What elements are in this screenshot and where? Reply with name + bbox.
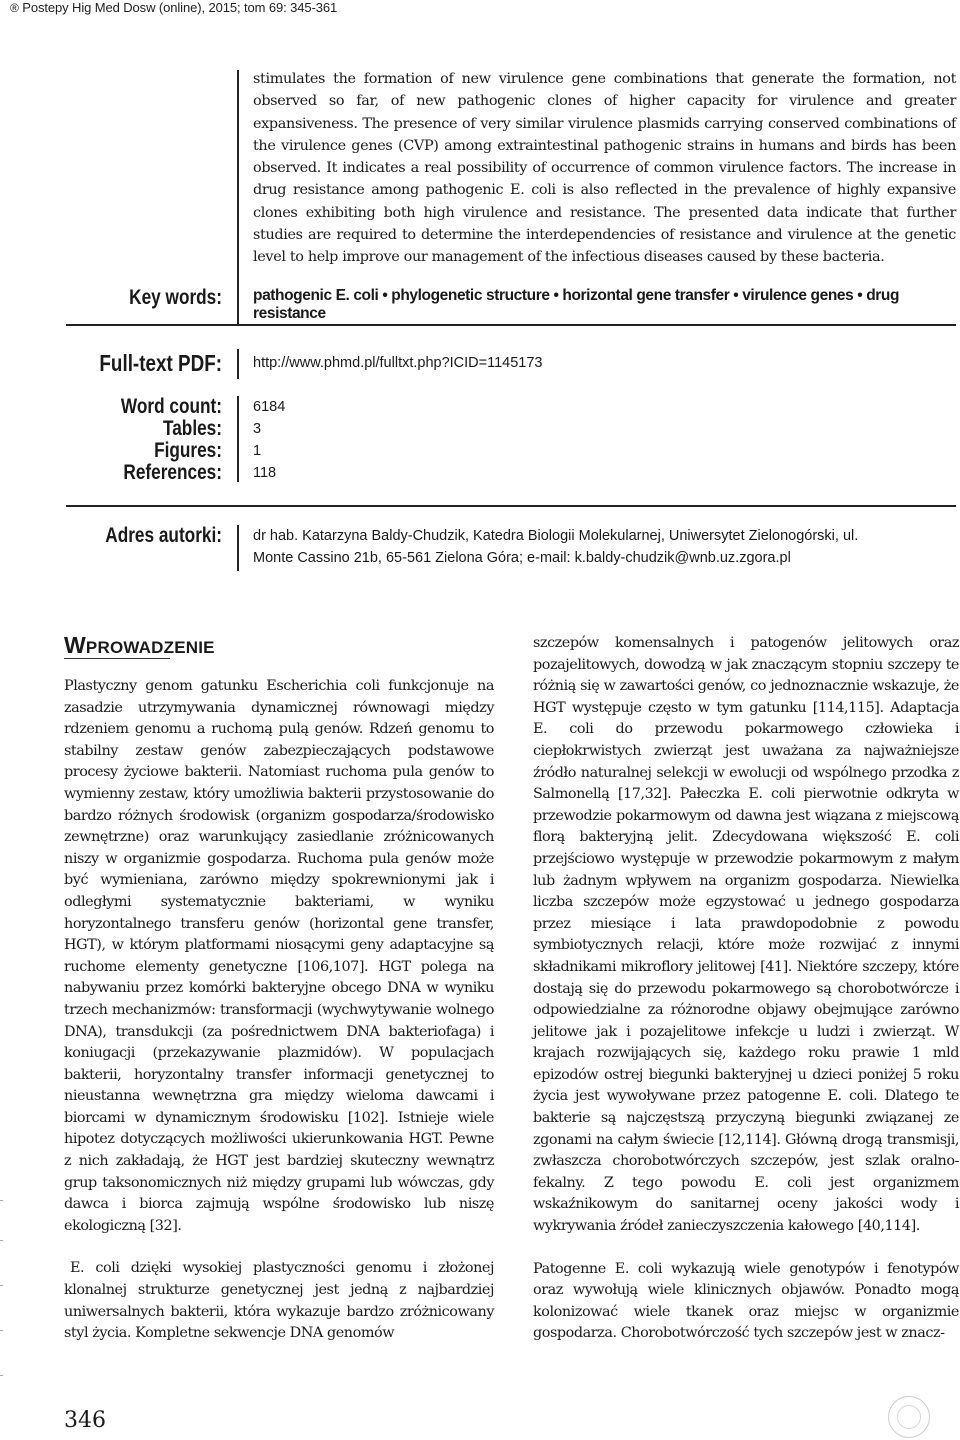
section-heading-initial: W xyxy=(64,632,86,658)
meta-divider-address xyxy=(237,525,239,571)
fulltext-link[interactable]: http://www.phmd.pl/fulltxt.php?ICID=1145173 xyxy=(253,355,543,371)
section-heading-rule xyxy=(64,658,170,659)
fulltext-label: Full-text PDF: xyxy=(99,350,222,376)
references-label: References: xyxy=(123,461,222,484)
counts-underline xyxy=(66,505,956,507)
address-label: Adres autorki: xyxy=(105,524,222,547)
section-heading xyxy=(64,632,215,659)
figures-label: Figures: xyxy=(154,439,222,462)
meta-divider-top xyxy=(237,70,239,325)
keywords-value: pathogenic E. coli • phylogenetic structure • horizontal gene transfer • virulence genes • drug resistance xyxy=(253,287,900,322)
tables-label: Tables: xyxy=(162,417,222,440)
abstract-text: stimulates the formation of new virulence gene combinations that generate the formation, not observed so far, of new pathogenic clones of higher capacity for virulence and greater expansiveness. The presence of very similar virulence plasmids carrying conserved combinations of the virulence genes (CVP) among extraintestinal pathogenic strains in humans and birds has been observed. It indicates a real possibility of occurrence of common virulence factors. The increase in drug resistance among pathogenic E. coli is also reflected in the prevalence of highly expansive clones exhibiting both high virulence and resistance. The presented data indicate that further studies are required to determine the interdependencies of resistance and virulence at the genetic level to help improve our management of the infectious diseases caused by these bacteria. xyxy=(253,71,956,266)
right-paragraph-2: Patogenne E. coli wykazują wiele genotypów i fenotypów oraz wywołują wiele klinicznych objawów. Ponadto mogą kolonizować wiele tkanek oraz miejsc w organizmie gospodarza. Chorobotwórczość tych szczepów jest w znacz- xyxy=(533,1260,959,1342)
meta-divider-counts xyxy=(237,396,239,482)
journal-citation: Postepy Hig Med Dosw (online), 2015; tom 69: 345-361 xyxy=(22,0,338,15)
keywords-label: Key words: xyxy=(129,286,222,309)
left-column xyxy=(64,676,494,1345)
running-head xyxy=(10,0,337,15)
right-column xyxy=(533,633,959,1345)
left-paragraph-1: Plastyczny genom gatunku Escherichia coli funkcjonuje na zasadzie utrzymywania dynamicznej równowagi między rdzeniem genomu a ruchomą pulą genów. Rdzeń genomu to stabilny zestaw genów zabezpieczających podstawowe procesy życiowe bakterii. Natomiast ruchoma pula genów to wymienny zestaw, który umożliwia bakterii przystosowanie do bardzo różnych środowisk (organizm gospodarza/środowisko zewnętrzne) oraz warunkujący zasiedlanie zróżnicowanych niszy w organizmie gospodarza. Ruchoma pula genów może być wymieniana, zarówno między spokrewnionymi jak i odległymi systematycznie bakteriami, w wyniku horyzontalnego transferu genów (horizontal gene transfer, HGT), w którym platformami niosącymi geny adaptacyjne są ruchome elementy genetyczne [106,107]. HGT polega na nabywaniu przez komórki bakteryjne obcego DNA w wyniku trzech mechanizmów: transformacji (wychwytywanie wolnego DNA), transdukcji (za pośrednictwem DNA bakteriofaga) i koniugacji (przekazywanie plazmidów). W populacjach bakterii, horyzontalny transfer informacji genetycznej to nieustanna wewnętrzna gra między wieloma dawcami i biorcami w dynamicznym środowisku [102]. Istnieje wiele hipotez dotyczących możliwości ukierunkowania HGT. Pewne z nich zakładają, że HGT jest bardziej skuteczny wewnątrz grup taksonomicznych niż między grupami lub wówczas, gdy dawca i biorca zajmują wspólne środowisko lub niszę ekologiczną [32]. xyxy=(64,678,494,1234)
section-heading-rest: PROWADZENIE xyxy=(85,638,215,657)
tables-value: 3 xyxy=(253,421,262,437)
figures-value: 1 xyxy=(253,443,262,459)
word-count-value: 6184 xyxy=(253,399,286,415)
references-value: 118 xyxy=(253,465,277,481)
margin-marks xyxy=(0,1200,4,1420)
meta-divider-fulltext xyxy=(237,349,239,379)
left-paragraph-2: E. coli dzięki wysokiej plastyczności genomu i złożonej klonalnej strukturze genetycznej jest jedną z najbardziej uniwersalnych bakterii, która wykazuje bardzo zróżnicowany styl życia. Kompletne sekwencje DNA genomów xyxy=(64,1260,494,1342)
word-count-label: Word count: xyxy=(120,395,222,418)
page-number: 346 xyxy=(64,1408,106,1433)
address-line-2: Monte Cassino 21b, 65-561 Zielona Góra; e-mail: k.baldy-chudzik@wnb.uz.zgora.pl xyxy=(253,550,791,566)
address-line-1: dr hab. Katarzyna Baldy-Chudzik, Katedra Biologii Molekularnej, Uniwersytet Zielonogórski, ul. xyxy=(253,528,859,544)
publisher-logo-icon xyxy=(888,1396,930,1438)
right-paragraph-1: szczepów komensalnych i patogenów jelitowych oraz pozajelitowych, dowodzą w jak znaczącym stopniu szczepy te różnią się w zawartości genów, co jednoznacznie wskazuje, że HGT występuje często w tym gatunku [114,115]. Adaptacja E. coli do przewodu pokarmowego człowieka i ciepłokrwistych zwierząt jest uważana za najważniejsze źródło naturalnej selekcji w ewolucji od wspólnego przodka z Salmonellą [17,32]. Pałeczka E. coli pierwotnie odkryta w przewodzie pokarmowym od dawna jest wiązana z miejscową florą bakteryjną jelit. Zdecydowana większość E. coli przejściowo występuje w przewodzie pokarmowym z małym lub żadnym wpływem na organizm gospodarza. Niewielka liczba szczepów może egzystować u jednego gospodarza przez miesiące i lata prawdopodobnie z powodu symbiotycznych relacji, które może rozwijać z innymi składnikami mikroflory jelitowej [41]. Niektóre szczepy, które dostają się do przewodu pokarmowego są chorobotwórcze i odpowiedzialne za różnorodne objawy obejmujące zarówno jelitowe jak i pozajelitowe infekcje u ludzi i zwierząt. W krajach rozwijających się, każdego roku prawie 1 mld epizodów ostrej biegunki bakteryjnej u dzieci poniżej 5 roku życia jest wywoływane przez patogenne E. coli. Dlatego te bakterie są najczęstszą przyczyną biegunki związanej ze zgonami na całym świecie [12,114]. Główną drogą transmisji, zwłaszcza chorobotwórczych szczepów, jest szlak oralno-fekalny. Z tego powodu E. coli jest organizmem wskaźnikowym do sanitarnej oceny jakości wody i wykrywania źródeł zanieczyszczenia kałowego [40,114]. xyxy=(533,635,959,1235)
keywords-underline xyxy=(66,324,956,326)
registered-mark: ® xyxy=(10,1,19,15)
